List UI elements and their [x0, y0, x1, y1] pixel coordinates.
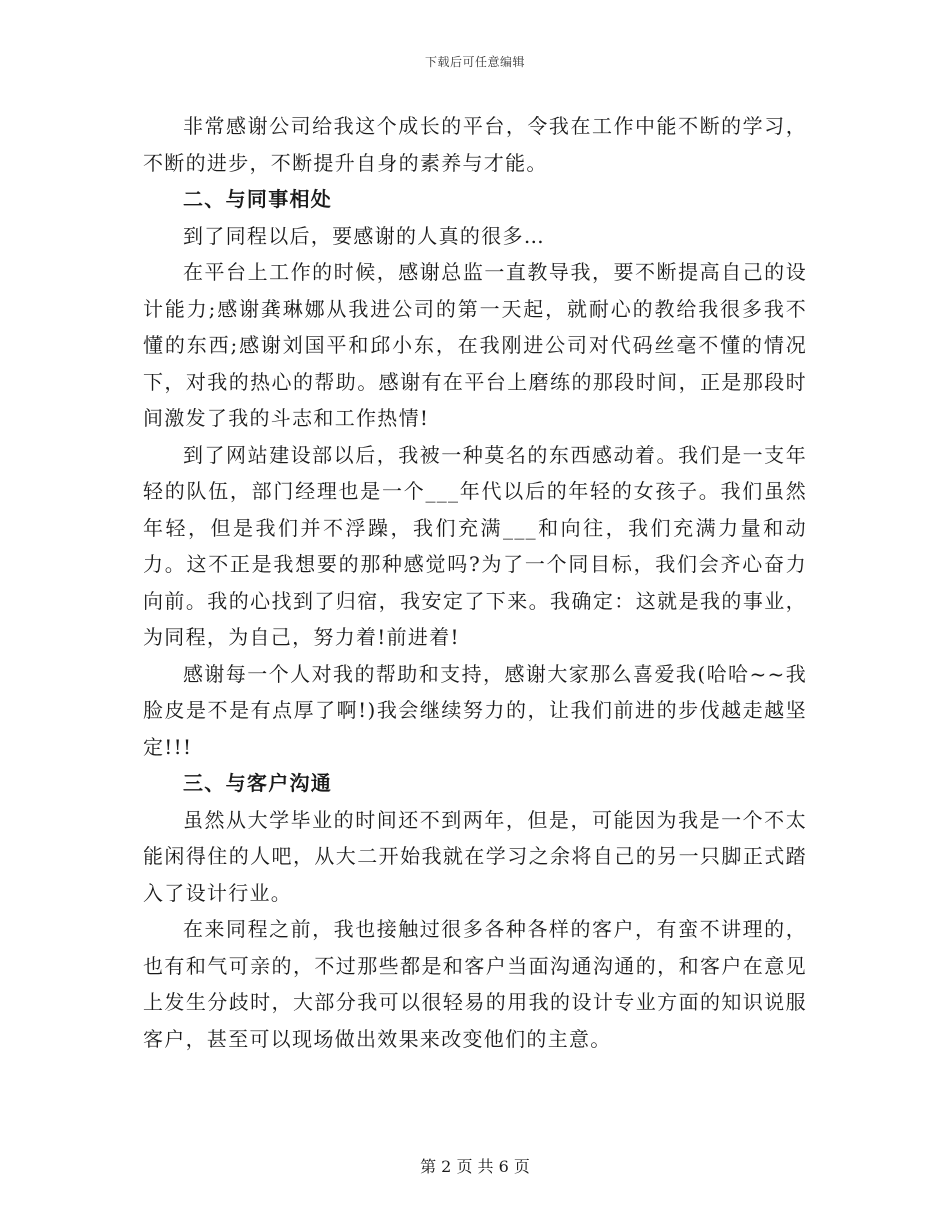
paragraph-2: 到了同程以后，要感谢的人真的很多…: [183, 223, 546, 248]
paragraph-7: 在来同程之前，我也接触过很多各种各样的客户，有蛮不讲理的，也有和气可亲的，不过那些都是和客户当面沟通沟通的，和客户在意见上发生分歧时，大部分我可以很轻易的用我的设计专业方面的知识说服客户，甚至可以现场做出效果来改变他们的主意。: [143, 917, 807, 1051]
paragraph-3: 在平台上工作的时候，感谢总监一直教导我，要不断提高自己的设计能力;感谢龚琳娜从我进公司的第一天起，就耐心的教给我很多我不懂的东西;感谢刘国平和邱小东，在我刚进公司对代码丝毫不懂的情况下，对我的热心的帮助。感谢有在平台上磨练的那段时间，正是那段时间激发了我的斗志和工作热情!: [143, 260, 807, 430]
page-number-footer: 第 2 页 共 6 页: [420, 1157, 530, 1176]
page-header-note: 下载后可任意编辑: [424, 55, 525, 69]
paragraph-4: 到了网站建设部以后，我被一种莫名的东西感动着。我们是一支年轻的队伍，部门经理也是一个___年代以后的年轻的女孩子。我们虽然年轻，但是我们并不浮躁，我们充满___和向往，我们充满力量和动力。这不正是我想要的那种感觉吗?为了一个同目标，我们会齐心奋力向前。我的心找到了归宿，我安定了下来。我确定：这就是我的事业，为同程，为自己，努力着!前进着!: [143, 442, 807, 649]
paragraph-5: 感谢每一个人对我的帮助和支持，感谢大家那么喜爱我(哈哈~~我脸皮是不是有点厚了啊!)我会继续努力的，让我们前进的步伐越走越坚定!!!: [143, 661, 807, 759]
section-heading-clients: 三、与客户沟通: [183, 771, 333, 795]
paragraph-1: 非常感谢公司给我这个成长的平台，令我在工作中能不断的学习，不断的进步，不断提升自身的素养与才能。: [143, 114, 807, 175]
paragraph-6: 虽然从大学毕业的时间还不到两年，但是，可能因为我是一个不太能闲得住的人吧，从大二开始我就在学习之余将自己的另一只脚正式踏入了设计行业。: [143, 807, 807, 905]
document-body: [143, 108, 807, 1057]
section-heading-colleagues: 二、与同事相处: [183, 187, 333, 211]
